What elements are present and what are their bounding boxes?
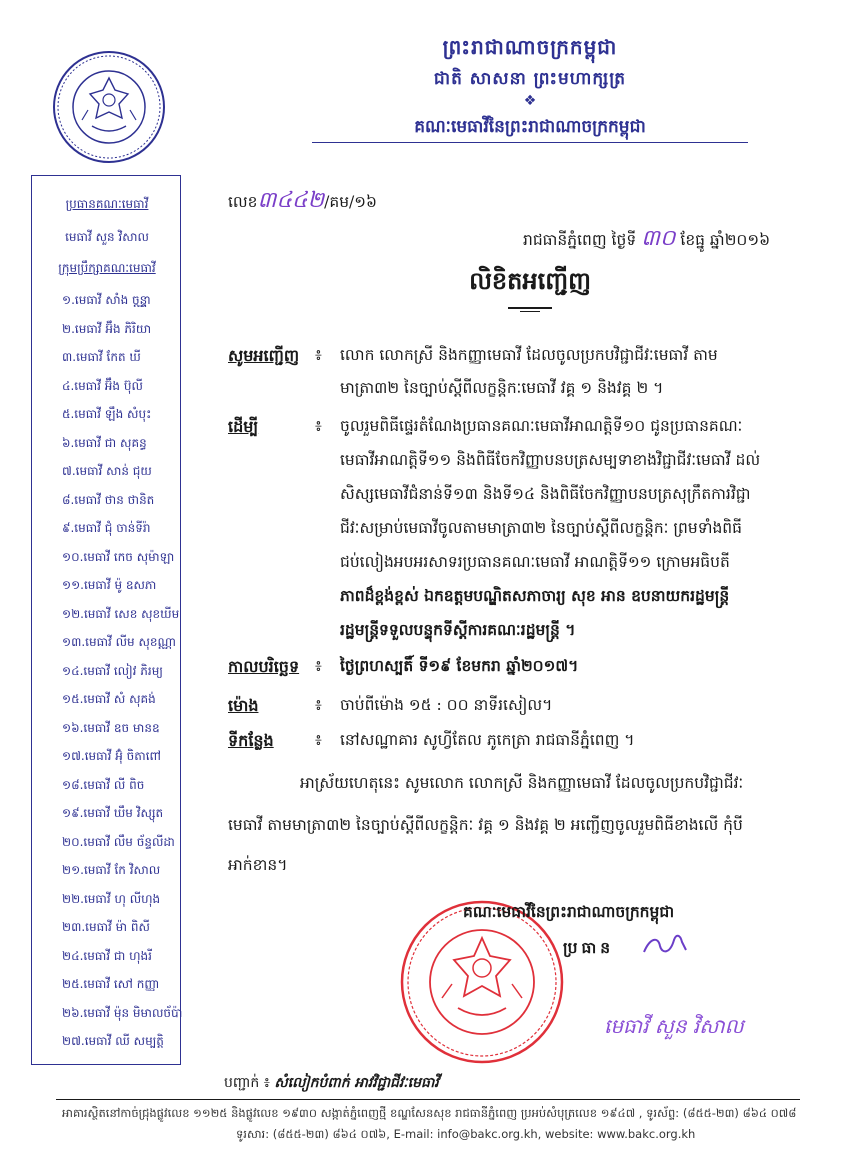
signatory-name: មេធាវី សួន វិសាល [604, 1014, 744, 1038]
row-text: ចូលរួមពិធីផ្ទេរតំណែងប្រធានគណៈមេធាវីអាណត្តិទី១០ ជូនប្រធានគណៈ [340, 417, 743, 435]
council-member: ១០.មេធាវី កេច សុម៉ាឡា [62, 549, 175, 564]
row-label-venue: ទីកន្លែង [228, 731, 274, 750]
row-text: មេធាវីអាណត្តិទី១១ និងពិធីចែកវិញ្ញាបនបត្រសម្បទាខាងវិជ្ជាជីវៈមេធាវី ដល់ [340, 451, 761, 469]
note-text: សំលៀកបំពាក់ អាវវិជ្ជាជីវៈមេធាវី [274, 1075, 439, 1091]
row-label-invite: សូមអញ្ជើញ [228, 346, 300, 365]
council-member: ៩.មេធាវី ជុំ ចាន់ទីរ៉ា [62, 521, 151, 535]
row-text: សិស្សមេធាវីជំនាន់ទី១៣ និងទី១៤ និងពិធីចែកវិញ្ញាបនបត្រសុក្រឹតការវិជ្ជា [340, 485, 751, 503]
national-motto: ជាតិ សាសនា ព្រះមហាក្សត្រ [433, 69, 627, 89]
row-text: មាត្រា៣២ នៃច្បាប់ស្តីពីលក្ខន្តិកៈមេធាវី វគ្គ ១ និងវគ្គ ២ ។ [340, 379, 664, 397]
council-member: ១៧.មេធាវី អ៊ុំ ចិតាពៅ [62, 749, 161, 763]
council-member: ៣.មេធាវី កែត ឃី [62, 350, 141, 364]
bar-association-emblem [52, 50, 166, 164]
council-member: ១៩.មេធាវី ឃឹម វិស្សុត [62, 806, 164, 820]
row-text: លោក លោកស្រី និងកញ្ញាមេធាវី ដែលចូលប្រកបវិជ្ជាជីវៈមេធាវី តាម [340, 346, 718, 364]
council-member: ៨.មេធាវី ថាន ថានិត [62, 492, 155, 507]
colon: ៖ [315, 731, 322, 749]
council-member: ២៧.មេធាវី ឈី សម្បត្តិ [62, 1034, 164, 1048]
council-member: ២៥.មេធាវី សៅ កញ្ញា [62, 977, 160, 991]
reference-prefix: លេខ [228, 193, 258, 211]
kingdom-heading: ព្រះរាជាណាចក្រកម្ពុជា [442, 35, 618, 59]
sidebar-council-title: ក្រុមប្រឹក្សាគណៈមេធាវី [58, 261, 156, 275]
footer-address: អាគារស្ថិតនៅកាច់ជ្រុងផ្លូវលេខ ១១២៥ និងផ្លូវលេខ ១៩៣០ សង្កាត់ភ្នំពេញថ្មី ខណ្ឌសែនសុខ រាជធានីភ្នំពេញ ប្រអប់សំបុត្រលេខ ១៩៤៧ , ទូរស័ព្ទ: (៨៥៥-២៣) ៨៦៤ ០៧៨ [62, 1106, 797, 1120]
row-text: រដ្ឋមន្ត្រីទទួលបន្ទុកទីស្តីការគណៈរដ្ឋមន្ត្រី ។ [340, 620, 576, 639]
closing-text: អាស្រ័យហេតុនេះ សូមលោក លោកស្រី និងកញ្ញាមេធាវី ដែលចូលប្រកបវិជ្ជាជីវៈ [300, 774, 744, 792]
council-member: ២២.មេធាវី ហុ លីហុង [62, 891, 161, 906]
date-day: ៣០ [641, 226, 676, 251]
note-label: បញ្ជាក់ ៖ [224, 1075, 270, 1091]
signature-title: ប្រធាន [563, 938, 615, 957]
note-line [224, 1073, 439, 1094]
council-member: ១៤.មេធាវី លៀវ ភិរម្យ [62, 663, 163, 678]
reference-line [228, 186, 377, 218]
ornament-icon: ❖ [523, 93, 537, 109]
council-member: ២០.មេធាវី លឹម ច័ន្ទលីដា [62, 834, 175, 849]
council-sidebar [31, 175, 181, 1065]
title-underline-small [520, 311, 540, 312]
row-label-date: កាលបរិច្ឆេទ [228, 657, 300, 676]
row-text: ថ្ងៃព្រហស្បតិ៍ ទី១៩ ខែមករា ឆ្នាំ២០១៧។ [340, 656, 579, 675]
row-text: ជីវៈសម្រាប់មេធាវីចូលតាមមាត្រា៣២ នៃច្បាប់ស្តីពីលក្ខន្តិកៈ ព្រមទាំងពិធី [340, 519, 742, 537]
council-member: ២៦.មេធាវី ម៉ុន មិមាលច័ប៉ា [62, 1005, 183, 1020]
council-member: ១២.មេធាវី សេខ សុខឃីម [62, 606, 180, 621]
header-divider [312, 142, 748, 143]
row-label-time: ម៉ោង [228, 696, 259, 715]
sidebar-president-title: ប្រធានគណៈមេធាវី [65, 197, 149, 211]
colon: ៖ [315, 696, 322, 714]
council-member: ១៨.មេធាវី លី ពិច [62, 777, 145, 792]
date-prefix: រាជធានីភ្នំពេញ ថ្ងៃទី [523, 231, 637, 249]
council-member: ២១.មេធាវី កែ វិសាល [62, 863, 161, 877]
signature-organization: គណៈមេធាវីនៃព្រះរាជាណាចក្រកម្ពុជា [463, 903, 675, 921]
footer-contact: ទូរសារ: (៨៥៥-២៣) ៨៦៤ ០៧៦, E-mail: info@bakc.org.kh, website: www.bakc.org.kh [236, 1127, 696, 1141]
council-member: ៧.មេធាវី សាន់ ជុយ [62, 464, 152, 478]
closing-text: មេធាវី តាមមាត្រា៣២ នៃច្បាប់ស្តីពីលក្ខន្តិកៈ វគ្គ ១ និងវគ្គ ២ អញ្ជើញចូលរួមពិធីខាងលើ កុំបី [228, 816, 743, 834]
council-member: ១១.មេធាវី ម៉ូ ឧសភា [62, 578, 157, 592]
council-member: ២.មេធាវី អ៊ឹង ភិរិយា [62, 321, 152, 336]
council-member: ១៦.មេធាវី ឧច មានឧ [62, 720, 160, 735]
council-member: ៥.មេធាវី ឡឹង សំបុះ [62, 407, 152, 421]
council-member: ១៥.មេធាវី សំ សុគង់ [62, 692, 156, 706]
bar-association-name: គណៈមេធាវីនៃព្រះរាជាណាចក្រកម្ពុជា [414, 117, 646, 137]
council-member: ១៣.មេធាវី លីម សុខណ្ណា [62, 635, 176, 649]
reference-suffix: /គម/១៦ [324, 193, 377, 211]
council-member: ១.មេធាវី សាំង ចន្ទ្ណា [62, 293, 151, 307]
row-label-purpose: ដើម្បី [228, 417, 259, 436]
colon: ៖ [315, 657, 322, 675]
council-member: ២៤.មេធាវី ជា ហុងរី [62, 948, 152, 963]
footer-divider [56, 1099, 800, 1100]
council-member: ៦.មេធាវី ជា សុគន្ធ [62, 435, 147, 450]
row-text: ចាប់ពីម៉ោង ១៥ : ០០ នាទីរសៀល។ [340, 696, 553, 714]
sidebar-president-name: មេធាវី សួន វិសាល [65, 230, 149, 244]
row-text: ជប់លៀងអបអរសាទរប្រធានគណៈមេធាវី អាណត្តិទី១១ ក្រោមអធិបតី [340, 553, 730, 571]
row-text: ភាពដ៏ខ្ពង់ខ្ពស់ ឯកឧត្តមបណ្ឌិតសភាចារ្យ សុខ អាន ឧបនាយករដ្ឋមន្ត្រី [340, 586, 730, 605]
reference-number: ៣៤៤២ [257, 188, 325, 213]
colon: ៖ [315, 346, 322, 364]
row-text: នៅសណ្ឋាគារ សូហ្វីតែល ភូកេត្រា រាជធានីភ្នំពេញ ។ [340, 731, 635, 749]
title-underline [508, 307, 552, 309]
handwritten-signature-mark [640, 930, 690, 960]
council-member: ២៣.មេធាវី ម៉ា ពិសី [62, 920, 150, 934]
closing-text: អាក់ខាន។ [228, 856, 288, 874]
date-suffix: ខែធ្នូ ឆ្នាំ២០១៦ [680, 231, 771, 249]
colon: ៖ [315, 417, 322, 435]
council-member: ៤.មេធាវី អ៊ឹង ប៊ុលី [62, 378, 143, 393]
date-line [523, 224, 770, 256]
letter-title: លិខិតអញ្ជើញ [469, 266, 591, 295]
